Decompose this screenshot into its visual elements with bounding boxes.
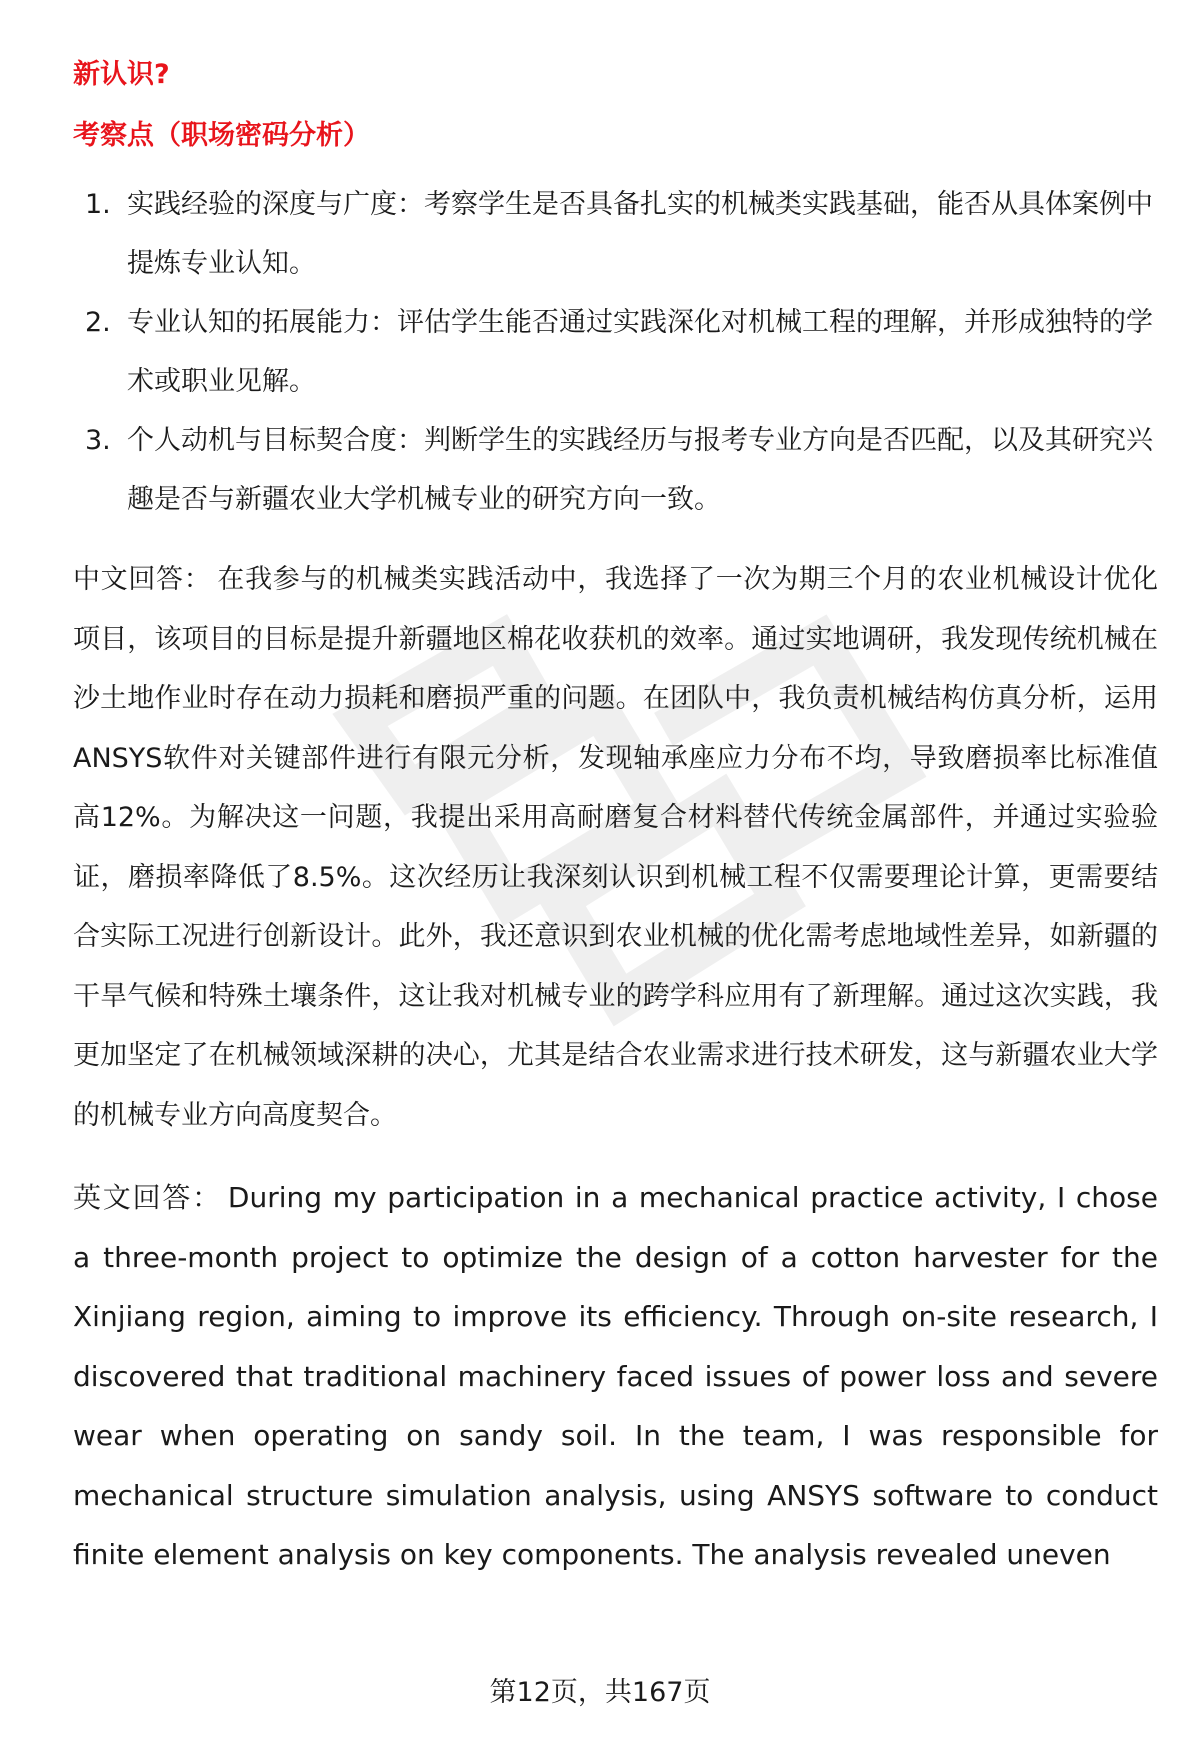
- list-item-number: 1.: [85, 189, 111, 220]
- english-answer-label: 英文回答：: [73, 1181, 222, 1214]
- list-item-text: 实践经验的深度与广度：考察学生是否具备扎实的机械类实践基础，能否从具体案例中提炼专业认知。: [127, 189, 1153, 279]
- list-item-number: 3.: [85, 425, 111, 456]
- list-item-number: 2.: [85, 307, 111, 338]
- list-item: [73, 293, 1158, 411]
- chinese-answer-paragraph: [73, 550, 1158, 1145]
- chinese-answer-label: 中文回答：: [73, 564, 212, 595]
- list-item-text: 个人动机与目标契合度：判断学生的实践经历与报考专业方向是否匹配，以及其研究兴趣是否与新疆农业大学机械专业的研究方向一致。: [127, 425, 1153, 515]
- list-item: [73, 175, 1158, 293]
- section-heading-assessment-points: 考察点（职场密码分析）: [73, 120, 370, 151]
- list-item: [73, 411, 1158, 529]
- chinese-answer-text: 在我参与的机械类实践活动中，我选择了一次为期三个月的农业机械设计优化项目，该项目的目标是提升新疆地区棉花收获机的效率。通过实地调研，我发现传统机械在沙土地作业时存在动力损耗和磨损严重的问题。在团队中，我负责机械结构仿真分析，运用ANSYS软件对关键部件进行有限元分析，发现轴承座应力分布不均，导致磨损率比标准值高12%。为解决这一问题，我提出采用高耐磨复合材料替代传统金属部件，并通过实验验证，磨损率降低了8.5%。这次经历让我深刻认识到机械工程不仅需要理论计算，更需要结合实际工况进行创新设计。此外，我还意识到农业机械的优化需考虑地域性差异，如新疆的干旱气候和特殊土壤条件，这让我对机械专业的跨学科应用有了新理解。通过这次实践，我更加坚定了在机械领域深耕的决心，尤其是结合农业需求进行技术研发，这与新疆农业大学的机械专业方向高度契合。: [73, 564, 1158, 1131]
- list-item-text: 专业认知的拓展能力：评估学生能否通过实践深化对机械工程的理解，并形成独特的学术或职业见解。: [127, 307, 1153, 397]
- english-answer-text: During my participation in a mechanical practice activity, I chose a three-month project to optimize the design of a cotton harvester for the Xinjiang region, aiming to improve its efficiency. Through on-site research, I discovered that traditional machinery faced issues of power loss and severe wear when operating on sandy soil. In the team, I was responsible for mechanical structure simulation analysis, using ANSYS software to conduct finite element analysis on key components. The analysis revealed uneven: [73, 1181, 1158, 1571]
- section-heading-new-understanding: 新认识?: [73, 59, 170, 90]
- assessment-points-list: [73, 175, 1158, 529]
- english-answer-paragraph: [73, 1168, 1158, 1585]
- page-number-footer: 第12页，共167页: [489, 1677, 711, 1708]
- main-content: [73, 55, 1158, 1585]
